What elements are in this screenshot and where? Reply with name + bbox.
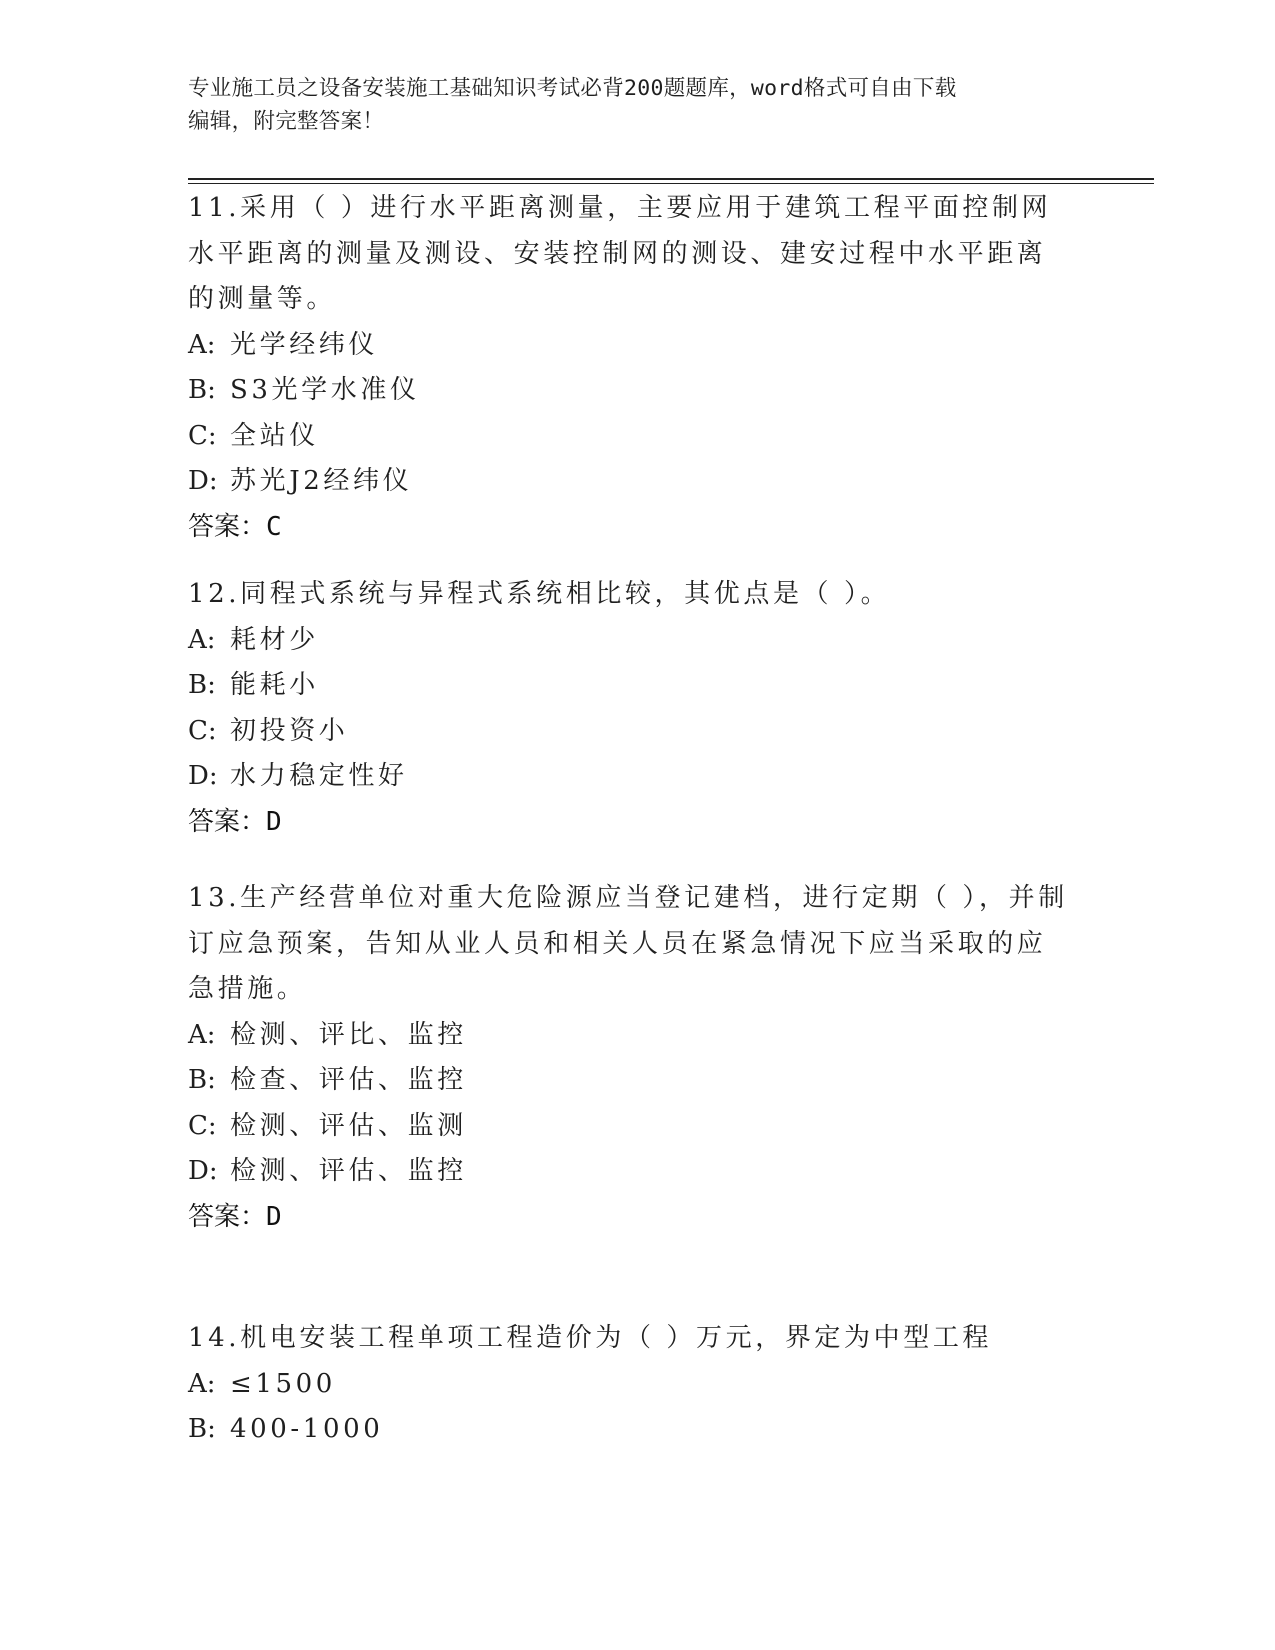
- option-letter: C:: [188, 420, 217, 451]
- option-a: [188, 618, 1068, 664]
- option-c: [188, 1104, 1068, 1150]
- answer-line: [188, 505, 1068, 551]
- option-c: [188, 414, 1068, 460]
- question-14: [188, 1316, 1068, 1453]
- option-text: 光学经纬仪: [230, 329, 379, 360]
- header-divider-thick: [188, 178, 1154, 180]
- header-title-line-1: 专业施工员之设备安装施工基础知识考试必背200题题库，word格式可自由下载: [188, 76, 957, 101]
- option-a: [188, 323, 1068, 369]
- option-letter: B:: [188, 375, 216, 405]
- option-text: 检查、评估、监控: [230, 1065, 467, 1095]
- header-title-line-2: 编辑，附完整答案！: [188, 109, 385, 134]
- option-text: 检测、评估、监控: [230, 1156, 467, 1186]
- question-11: [188, 186, 1068, 550]
- answer-line: [188, 800, 1068, 846]
- option-letter: D:: [188, 761, 218, 791]
- answer-value: D: [266, 1201, 282, 1232]
- option-text: 全站仪: [230, 420, 319, 451]
- question-stem: 12.同程式系统与异程式系统相比较，其优点是（ ）。: [188, 579, 891, 609]
- option-letter: B:: [188, 1065, 216, 1095]
- question-stem: 14.机电安装工程单项工程造价为（ ）万元，界定为中型工程: [188, 1323, 993, 1353]
- option-text: 400-1000: [230, 1414, 384, 1444]
- header-divider-thin: [188, 183, 1154, 184]
- option-text: 初投资小: [230, 715, 349, 746]
- option-text: 检测、评比、监控: [230, 1019, 467, 1050]
- option-letter: B:: [188, 670, 216, 700]
- answer-label: 答案：: [188, 806, 267, 837]
- option-b: [188, 1407, 1068, 1453]
- option-letter: D:: [188, 466, 218, 496]
- option-b: [188, 663, 1068, 709]
- answer-line: [188, 1195, 1068, 1241]
- answer-value: D: [266, 806, 282, 837]
- question-stem: 13.生产经营单位对重大危险源应当登记建档，进行定期（ ），并制订应急预案，告知从业人员和相关人员在紧急情况下应当采取的应急措施。: [188, 883, 1068, 1004]
- question-stem: 11.采用（ ）进行水平距离测量，主要应用于建筑工程平面控制网水平距离的测量及测设、安装控制网的测设、建安过程中水平距离的测量等。: [188, 193, 1052, 314]
- option-letter: A:: [188, 329, 216, 360]
- option-letter: A:: [188, 1368, 216, 1399]
- option-letter: D:: [188, 1156, 218, 1186]
- option-a: [188, 1362, 1068, 1408]
- option-d: [188, 754, 1068, 800]
- option-text: 水力稳定性好: [230, 761, 408, 791]
- answer-label: 答案：: [188, 1201, 267, 1232]
- option-text: S3光学水准仪: [230, 375, 420, 405]
- option-text: 检测、评估、监测: [230, 1110, 467, 1141]
- option-text: ≤1500: [230, 1368, 336, 1399]
- option-b: [188, 1058, 1068, 1104]
- question-12: [188, 572, 1068, 845]
- option-letter: B:: [188, 1414, 216, 1444]
- option-c: [188, 709, 1068, 755]
- answer-value: C: [266, 511, 282, 542]
- option-letter: C:: [188, 1110, 217, 1141]
- option-d: [188, 1149, 1068, 1195]
- document-header: [188, 72, 1068, 138]
- option-b: [188, 368, 1068, 414]
- option-letter: A:: [188, 624, 216, 655]
- option-d: [188, 459, 1068, 505]
- question-13: [188, 876, 1068, 1240]
- option-letter: C:: [188, 715, 217, 746]
- option-text: 耗材少: [230, 624, 319, 655]
- option-letter: A:: [188, 1019, 216, 1050]
- option-text: 能耗小: [230, 670, 319, 700]
- option-a: [188, 1013, 1068, 1059]
- answer-label: 答案：: [188, 511, 267, 542]
- option-text: 苏光J2经纬仪: [230, 466, 413, 496]
